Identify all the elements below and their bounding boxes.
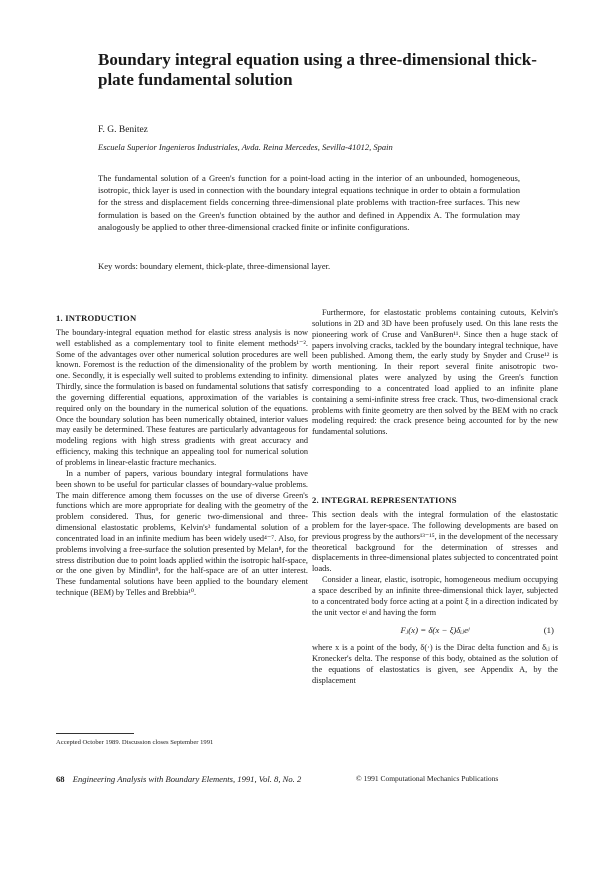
paragraph: The boundary-integral equation method for elastic stress analysis is now well established as a complementary tool to finite element methods¹⁻². Some of the advantages over other numerical solution procedures are well known. Foremost is the reduction of the dimensionality of the problem by one. Secondly, it is especially well suited to problems extending to infinity. Thirdly, since the formulation is based on fundamental solutions that satisfy the governing differential equations, approximation of the variables is required only on the boundary in the numerical solution of the equations. Once the boundary solution has been numerically obtained, interior values may easily be determined. These features are particularly advantageous for modeling regions with high stress gradients with great accuracy and efficiency, making this technique an appealing tool for numerical solution of problems in linear-elastic fracture mechanics. xyxy=(56,327,308,467)
journal-citation: Engineering Analysis with Boundary Elements, 1991, Vol. 8, No. 2 xyxy=(72,774,302,784)
section-heading-introduction: 1. INTRODUCTION xyxy=(56,313,137,323)
paragraph: where x is a point of the body, δ(·) is the Dirac delta function and δᵢⱼ is Kronecker's delta. The response of this body, obtained as the solution of the equations of elastostatics is given, see Appendix A, by the displacement xyxy=(312,643,558,685)
author-name: F. G. Benitez xyxy=(98,125,148,135)
left-column xyxy=(56,313,308,599)
right-column xyxy=(312,308,558,687)
paper-title: Boundary integral equation using a three-dimensional thick-plate fundamental solution xyxy=(98,50,537,89)
page-number: 68 xyxy=(56,774,65,784)
equation-number: (1) xyxy=(543,625,554,636)
paragraph: Furthermore, for elastostatic problems containing cutouts, Kelvin's solutions in 2D and 3D have been profusely used. On this lane rests the pioneering work of Cruse and VanBuren¹¹. Since then a huge stack of papers involving cracks, tackled by the boundary integral technique, have been published. Among them, the early study by Snyder and Cruse¹² is worth mentioning. In their report several finite anisotropic two-dimensional plates were analyzed by using the Green's function corresponding to a concentrated load applied to an infinite plane containing a semi-infinite stress free crack. Thus, two-dimensional crack problems with finite geometry are then solved by the BEM with no crack modeling required: the crack presence being accounted for by the new fundamental solutions. xyxy=(312,308,558,437)
footnote: Accepted October 1989. Discussion closes September 1991 xyxy=(56,739,214,746)
paragraph: Consider a linear, elastic, isotropic, homogeneous medium occupying a space described by an infinite three-dimensional thick layer, subjected to a concentrated body force acting at a point ξ in a direction indicated by the unit vector eʲ and having the form xyxy=(312,575,558,617)
footnote-divider xyxy=(56,733,134,734)
equation-1 xyxy=(312,625,558,636)
equation-body: Fⱼ(x) = δ(x − ξ)δᵢⱼeʲ xyxy=(400,625,470,636)
section-heading-integral-representations: 2. INTEGRAL REPRESENTATIONS xyxy=(312,495,457,506)
author-affiliation: Escuela Superior Ingenieros Industriales, Avda. Reina Mercedes, Sevilla-41012, Spain xyxy=(98,142,393,152)
keywords: Key words: boundary element, thick-plate, three-dimensional layer. xyxy=(98,261,331,271)
paragraph: In a number of papers, various boundary integral formulations have been shown to be useful for particular classes of boundary-value problems. The main difference among them focusses on the use of diverse Green's functions which are more appropriate for dealing with the geometry of the problem considered. Thus, for generic two-dimensional and three-dimensional elastostatic problems, Kelvin's³ fundamental solution of a concentrated load in an infinite medium has been widely used⁴⁻⁷. Also, for problems involving a free-surface the solution presented by Melan⁸, for the stress distribution due to point loads applied within the isotropic half-space, or the one given by Mindlin⁹, for the half-space are of an utter interest. These fundamental solutions have been applied to the boundary element technique (BEM) by Telles and Brebbia¹⁰. xyxy=(56,468,308,598)
paragraph: This section deals with the integral formulation of the elastostatic problem for the layer-space. The following developments are based on previous progress by the authors¹³⁻¹⁵, in the development of the necessary theoretical background for the determination of stresses and displacements in three-dimensional plates subjected to concentrated point loads. xyxy=(312,509,558,574)
abstract: The fundamental solution of a Green's function for a point-load acting in the interior of an unbounded, homogeneous, isotropic, thick layer is used in connection with the boundary integral equations technique in order to obtain a formulation for the stress and displacement fields concerning three-dimensional plate problems with traction-free surfaces. This new formulation is based on the Green's function obtained by the author and defined in Appendix A. The formulation may analogously be applied to other three-dimensional cracked finite or infinite configurations. xyxy=(98,173,520,232)
copyright-notice: © 1991 Computational Mechanics Publications xyxy=(356,774,499,783)
page-footer xyxy=(56,774,556,784)
